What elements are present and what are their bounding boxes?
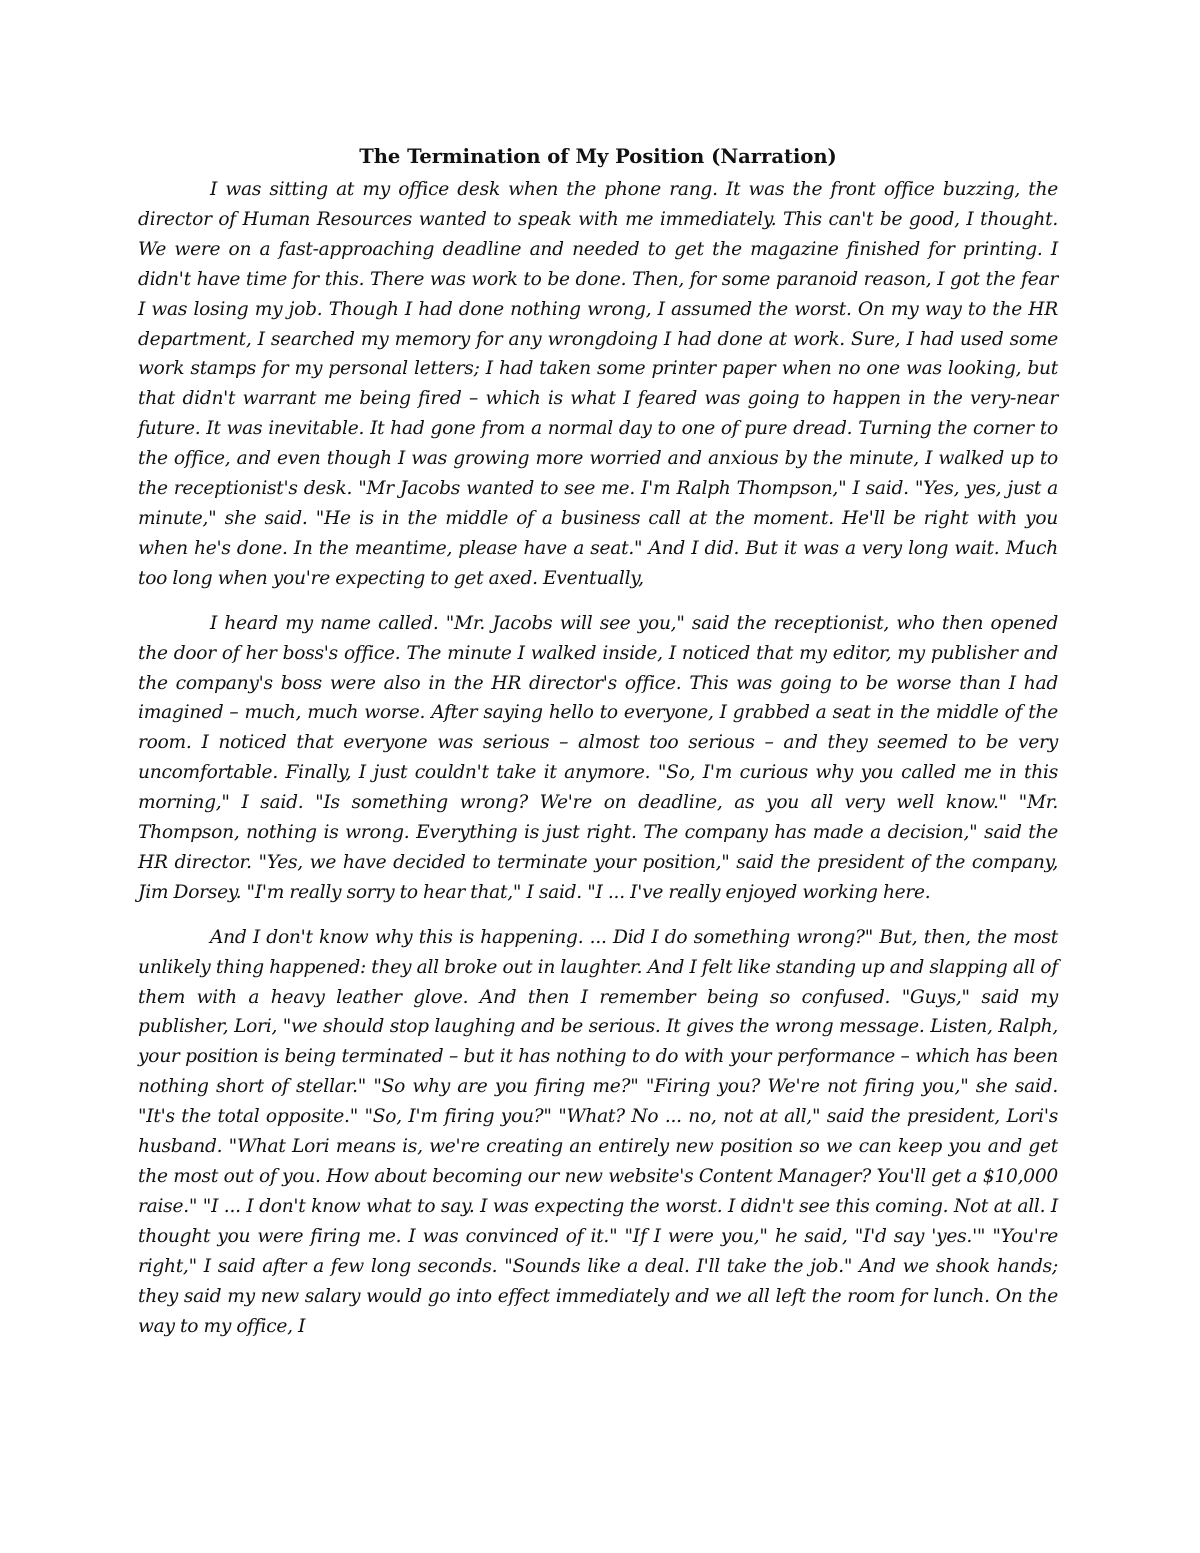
document-title: The Termination of My Position (Narration): [359, 145, 837, 168]
paragraph-1: I was sitting at my office desk when the phone rang. It was the front office buzzing, the director of Human Resources wanted to speak with me immediately. This can't be good, I thought. We were on a fast-approaching deadline and needed to get the magazine finished for printing. I didn't have time for this. There was work to be done. Then, for some paranoid reason, I got the fear I was losing my job. Though I had done nothing wrong, I assumed the worst. On my way to the HR department, I searched my memory for any wrongdoing I had done at work. Sure, I had used some work stamps for my personal letters; I had taken some printer paper when no one was looking, but that didn't warrant me being fired – which is what I feared was going to happen in the very-near future. It was inevitable. It had gone from a normal day to one of pure dread. Turning the corner to the office, and even though I was growing more worried and anxious by the minute, I walked up to the receptionist's desk. "Mr Jacobs wanted to see me. I'm Ralph Thompson," I said. "Yes, yes, just a minute," she said. "He is in the middle of a business call at the moment. He'll be right with you when he's done. In the meantime, please have a seat." And I did. But it was a very long wait. Much too long when you're expecting to get axed. Eventually,: [138, 179, 1058, 589]
paragraph-3: And I don't know why this is happening. ... Did I do something wrong?" But, then, the most unlikely thing happened: they all broke out in laughter. And I felt like standing up and slapping all of them with a heavy leather glove. And then I remember being so confused. "Guys," said my publisher, Lori, "we should stop laughing and be serious. It gives the wrong message. Listen, Ralph, your position is being terminated – but it has nothing to do with your performance – which has been nothing short of stellar." "So why are you firing me?" "Firing you? We're not firing you," she said. "It's the total opposite." "So, I'm firing you?" "What? No ... no, not at all," said the president, Lori's husband. "What Lori means is, we're creating an entirely new position so we can keep you and get the most out of you. How about becoming our new website's Content Manager? You'll get a $10,000 raise." "I ... I don't know what to say. I was expecting the worst. I didn't see this coming. Not at all. I thought you were firing me. I was convinced of it." "If I were you," he said, "I'd say 'yes.'" "You're right," I said after a few long seconds. "Sounds like a deal. I'll take the job." And we shook hands; they said my new salary would go into effect immediately and we all left the room for lunch. On the way to my office, I: [138, 926, 1058, 1337]
paragraph-2: I heard my name called. "Mr. Jacobs will see you," said the receptionist, who then opened the door of her boss's office. The minute I walked inside, I noticed that my editor, my publisher and the company's boss were also in the HR director's office. This was going to be worse than I had imagined – much, much worse. After saying hello to everyone, I grabbed a seat in the middle of the room. I noticed that everyone was serious – almost too serious – and they seemed to be very uncomfortable. Finally, I just couldn't take it anymore. "So, I'm curious why you called me in this morning," I said. "Is something wrong? We're on deadline, as you all very well know." "Mr. Thompson, nothing is wrong. Everything is just right. The company has made a decision," said the HR director. "Yes, we have decided to terminate your position," said the president of the company, Jim Dorsey. "I'm really sorry to hear that," I said. "I ... I've really enjoyed working here.: [138, 612, 1058, 903]
document-body: [138, 142, 1058, 1341]
